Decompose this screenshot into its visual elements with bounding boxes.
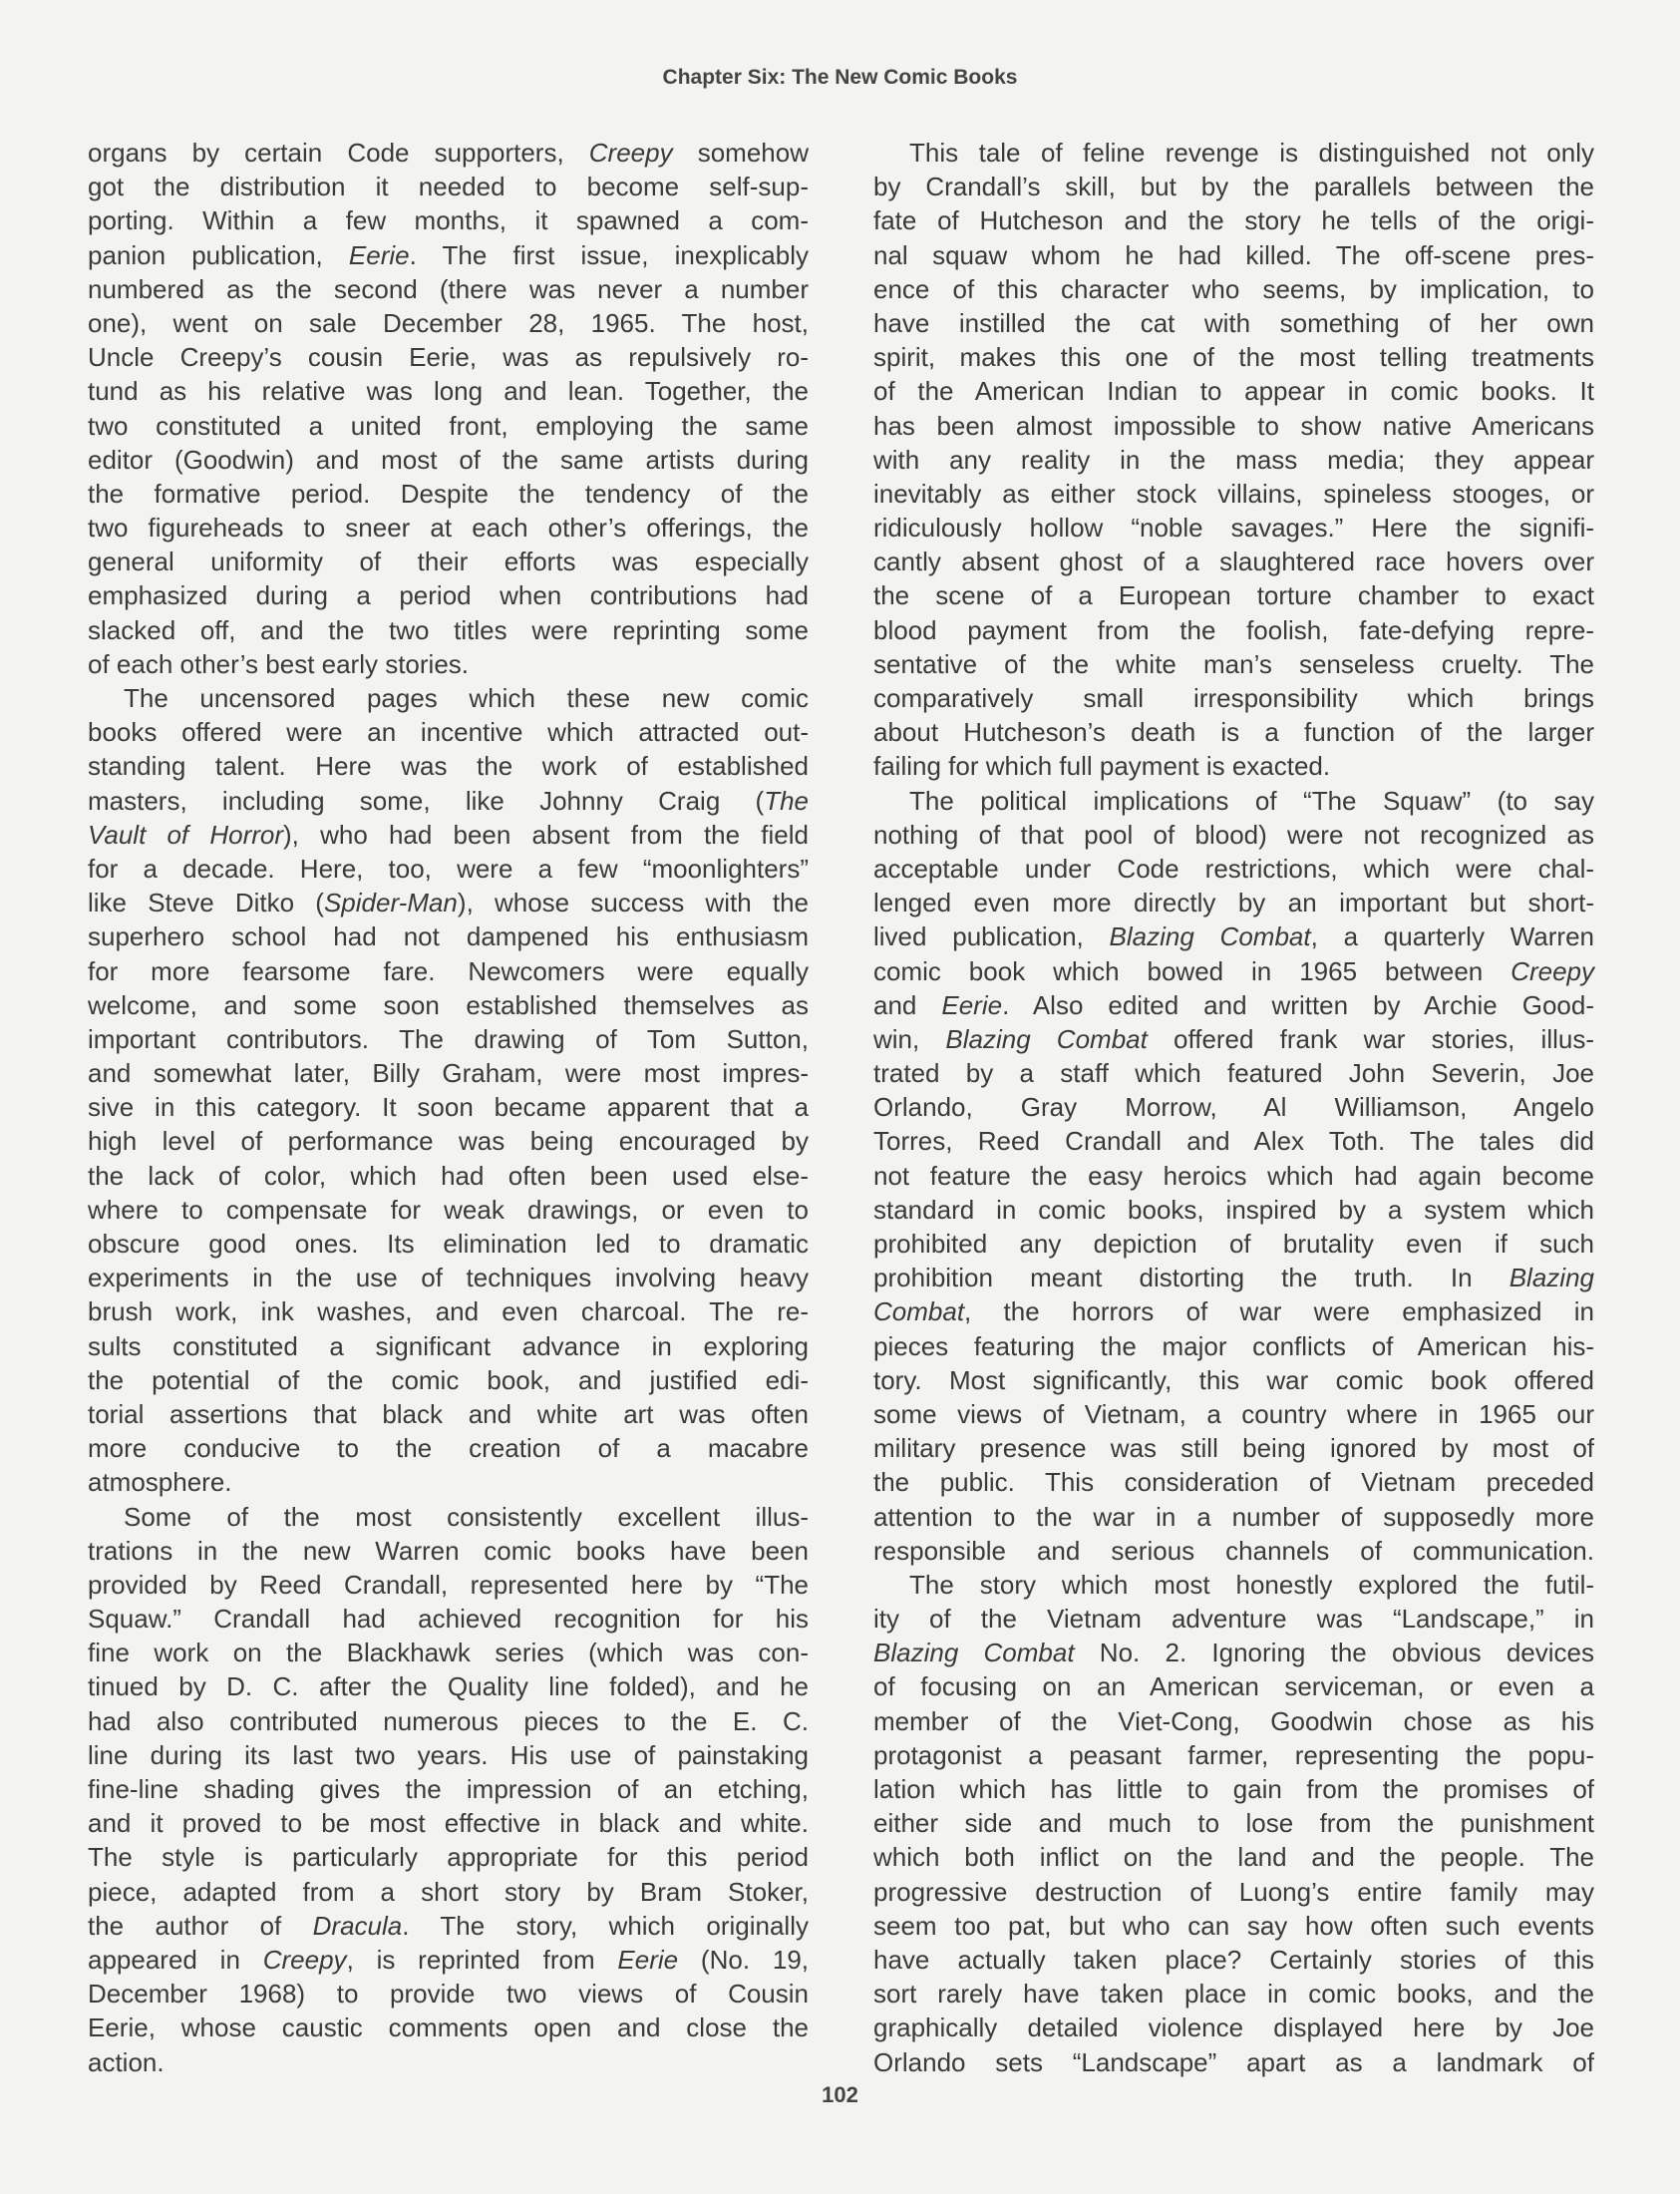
text-line: masters, including some, like Johnny Craig (The — [88, 785, 809, 816]
text-line: the author of Dracula. The story, which originally — [88, 1910, 809, 1941]
text-line: Blazing Combat No. 2. Ignoring the obvious devices — [873, 1638, 1595, 1668]
italic-title: Blazing Combat — [945, 1023, 1148, 1054]
text-line: some views of Vietnam, a country where in 1965 our — [873, 1398, 1594, 1429]
text-line: numbered as the second (there was never a number — [88, 273, 809, 304]
text-line: prohibition meant distorting the truth. In Blazing — [873, 1263, 1594, 1293]
text-line: standing talent. Here was the work of established — [88, 751, 809, 782]
text-line: nothing of that pool of blood) were not recognized as — [873, 819, 1594, 850]
text-line: Vault of Horror), who had been absent from the field — [88, 819, 809, 850]
text-line: protagonist a peasant farmer, representing the popu- — [873, 1739, 1594, 1770]
text-line: fine-line shading gives the impression of an etching, — [88, 1774, 809, 1804]
text-line: the formative period. Despite the tendency of the — [88, 478, 809, 509]
text-line: piece, adapted from a short story by Bram Stoker, — [88, 1876, 809, 1907]
italic-title: Dracula — [312, 1910, 403, 1941]
running-header: Chapter Six: The New Comic Books — [662, 66, 1018, 89]
text-line: trated by a staff which featured John Severin, Joe — [873, 1058, 1594, 1089]
text-line: This tale of feline revenge is distinguished not only — [909, 138, 1594, 168]
text-line: sults constituted a significant advance in exploring — [88, 1330, 809, 1361]
text-line: atmosphere. — [88, 1467, 232, 1498]
text-line: win, Blazing Combat offered frank war stories, illus- — [873, 1023, 1594, 1054]
text-line: of focusing on an American serviceman, or even a — [873, 1671, 1594, 1702]
text-line: seem too pat, but who can say how often such events — [873, 1910, 1594, 1941]
text-line: The uncensored pages which these new comic — [124, 683, 809, 713]
text-line: organs by certain Code supporters, Creepy somehow — [88, 138, 809, 168]
text-line: for more fearsome fare. Newcomers were equally — [88, 955, 809, 986]
text-line: books offered were an incentive which attracted out- — [88, 717, 809, 748]
text-line: two constituted a united front, employing the same — [88, 410, 809, 441]
text-line: military presence was still being ignored by most of — [873, 1433, 1594, 1464]
text-line: action. — [88, 2046, 165, 2077]
text-line: experiments in the use of techniques involving heavy — [88, 1263, 809, 1293]
text-line: fate of Hutcheson and the story he tells of the origi- — [873, 205, 1594, 236]
italic-title: Creepy — [588, 138, 673, 168]
text-line: responsible and serious channels of communication. — [873, 1535, 1594, 1566]
text-line: more conducive to the creation of a macabre — [88, 1433, 809, 1464]
text-line: Squaw.” Crandall had achieved recognition for his — [88, 1604, 809, 1635]
text-line: Orlando sets “Landscape” apart as a landmark of — [873, 2046, 1594, 2077]
text-line: blood payment from the foolish, fate-defying repre- — [873, 614, 1594, 645]
text-line: which both inflict on the land and the people. The — [873, 1842, 1594, 1873]
text-line: inevitably as either stock villains, spineless stooges, or — [873, 478, 1594, 509]
text-line: trations in the new Warren comic books have been — [88, 1535, 809, 1566]
text-line: and it proved to be most effective in black and white. — [88, 1808, 809, 1839]
text-line: graphically detailed violence displayed here by Joe — [873, 2012, 1594, 2043]
text-line: of the American Indian to appear in comic books. It — [873, 376, 1594, 407]
text-line: The style is particularly appropriate for this period — [88, 1842, 809, 1873]
text-line: editor (Goodwin) and most of the same artists during — [88, 444, 809, 475]
text-line: comic book which bowed in 1965 between Creepy — [873, 955, 1594, 986]
text-line: attention to the war in a number of supposedly more — [873, 1501, 1594, 1532]
text-line: welcome, and some soon established themselves as — [88, 989, 809, 1020]
italic-title: Creepy — [1511, 955, 1594, 986]
text-line: line during its last two years. His use of painstaking — [88, 1739, 809, 1770]
text-line: Orlando, Gray Morrow, Al Williamson, Angelo — [873, 1092, 1594, 1123]
text-line: sort rarely have taken place in comic books, and the — [873, 1979, 1594, 2010]
text-line: where to compensate for weak drawings, or even to — [88, 1194, 809, 1225]
italic-title: Blazing — [1509, 1263, 1594, 1293]
italic-title: Blazing Combat — [1109, 921, 1311, 952]
text-line: the potential of the comic book, and justified edi- — [88, 1364, 809, 1395]
text-line: brush work, ink washes, and even charcoal. The re- — [88, 1296, 809, 1327]
text-line: torial assertions that black and white art was often — [88, 1398, 809, 1429]
text-line: emphasized during a period when contributions had — [88, 580, 809, 611]
text-line: the public. This consideration of Vietnam preceded — [873, 1467, 1594, 1498]
left-column — [88, 136, 809, 2079]
text-line: The story which most honestly explored the futil- — [909, 1569, 1594, 1600]
text-line: sentative of the white man’s senseless cruelty. The — [873, 648, 1594, 679]
text-line: acceptable under Code restrictions, which were chal- — [873, 853, 1594, 884]
right-column — [873, 136, 1594, 2079]
text-line: tinued by D. C. after the Quality line folded), and he — [88, 1671, 809, 1702]
text-line: superhero school had not dampened his enthusiasm — [88, 921, 809, 952]
text-line: not feature the easy heroics which had again become — [873, 1160, 1594, 1191]
text-line: for a decade. Here, too, were a few “moonlighters” — [88, 853, 809, 884]
italic-title: Blazing Combat — [873, 1638, 1075, 1668]
text-line: member of the Viet-Cong, Goodwin chose as his — [873, 1705, 1594, 1736]
page-number: 102 — [822, 2082, 858, 2107]
text-line: progressive destruction of Luong’s entire family may — [873, 1876, 1594, 1907]
italic-title: Spider-Man — [323, 888, 458, 918]
text-line: the scene of a European torture chamber to exact — [873, 580, 1594, 611]
text-line: two figureheads to sneer at each other’s offerings, the — [88, 513, 809, 544]
text-line: provided by Reed Crandall, represented here by “The — [88, 1569, 809, 1600]
text-line: lenged even more directly by an important but short- — [873, 888, 1594, 918]
text-line: with any reality in the mass media; they appear — [873, 444, 1594, 475]
text-line: general uniformity of their efforts was especially — [88, 547, 809, 577]
italic-title: Creepy — [262, 1944, 347, 1975]
italic-title: Vault of Horror — [88, 819, 284, 850]
text-line: either side and much to lose from the punishment — [873, 1808, 1594, 1839]
text-line: one), went on sale December 28, 1965. The host, — [88, 307, 809, 338]
text-line: tund as his relative was long and lean. Together, the — [88, 376, 809, 407]
text-line: standard in comic books, inspired by a system which — [873, 1194, 1594, 1225]
text-line: of each other’s best early stories. — [88, 648, 470, 679]
text-line: by Crandall’s skill, but by the parallels between the — [873, 172, 1594, 202]
text-line: slacked off, and the two titles were reprinting some — [88, 614, 809, 645]
text-line: Eerie, whose caustic comments open and close the — [88, 2012, 809, 2043]
text-line: spirit, makes this one of the most telling treatments — [873, 342, 1594, 373]
text-line: panion publication, Eerie. The first issue, inexplicably — [88, 239, 809, 270]
text-line: Torres, Reed Crandall and Alex Toth. The tales did — [873, 1126, 1594, 1157]
text-line: The political implications of “The Squaw” (to say — [909, 785, 1594, 816]
text-line: has been almost impossible to show native Americans — [873, 410, 1594, 441]
text-line: about Hutcheson’s death is a function of the larger — [873, 717, 1594, 748]
text-line: Some of the most consistently excellent illus- — [124, 1501, 809, 1532]
text-line: prohibited any depiction of brutality even if such — [873, 1229, 1594, 1259]
text-line: high level of performance was being encouraged by — [88, 1126, 809, 1157]
text-line: lived publication, Blazing Combat, a quarterly Warren — [873, 921, 1594, 952]
text-line: obscure good ones. Its elimination led to dramatic — [88, 1229, 809, 1259]
text-line: nal squaw whom he had killed. The off-scene pres- — [873, 239, 1594, 270]
text-line: ity of the Vietnam adventure was “Landscape,” in — [873, 1604, 1594, 1635]
text-line: porting. Within a few months, it spawned a com- — [88, 205, 809, 236]
text-line: failing for which full payment is exacted. — [873, 751, 1331, 782]
italic-title: Eerie — [348, 239, 410, 270]
text-line: sive in this category. It soon became apparent that a — [88, 1092, 809, 1123]
text-line: appeared in Creepy, is reprinted from Eerie (No. 19, — [88, 1944, 810, 1975]
text-line: important contributors. The drawing of Tom Sutton, — [88, 1023, 809, 1054]
text-line: ence of this character who seems, by implication, to — [873, 273, 1594, 304]
italic-title: The — [764, 785, 809, 816]
text-line: pieces featuring the major conflicts of American his- — [873, 1330, 1594, 1361]
text-line: had also contributed numerous pieces to the E. C. — [88, 1705, 809, 1736]
text-line: ridiculously hollow “noble savages.” Here the signifi- — [873, 513, 1594, 544]
text-line: tory. Most significantly, this war comic book offered — [873, 1364, 1594, 1395]
text-line: Uncle Creepy’s cousin Eerie, was as repulsively ro- — [88, 342, 809, 373]
text-line: like Steve Ditko (Spider-Man), whose success with the — [88, 888, 809, 918]
text-line: got the distribution it needed to become self-sup- — [88, 172, 809, 202]
text-line: have instilled the cat with something of her own — [873, 307, 1594, 338]
text-line: the lack of color, which had often been used else- — [88, 1160, 809, 1191]
text-line: comparatively small irresponsibility which brings — [873, 683, 1594, 713]
italic-title: Eerie — [617, 1944, 679, 1975]
text-line: have actually taken place? Certainly stories of this — [873, 1944, 1594, 1975]
text-line: Combat, the horrors of war were emphasized in — [873, 1296, 1594, 1327]
text-line: December 1968) to provide two views of Cousin — [88, 1979, 809, 2010]
text-line: fine work on the Blackhawk series (which was con- — [88, 1638, 809, 1668]
text-line: and Eerie. Also edited and written by Archie Good- — [873, 989, 1594, 1020]
italic-title: Combat — [873, 1296, 965, 1327]
text-line: and somewhat later, Billy Graham, were most impres- — [88, 1058, 809, 1089]
italic-title: Eerie — [941, 989, 1003, 1020]
text-line: cantly absent ghost of a slaughtered race hovers over — [873, 547, 1594, 577]
text-line: lation which has little to gain from the promises of — [873, 1774, 1594, 1804]
